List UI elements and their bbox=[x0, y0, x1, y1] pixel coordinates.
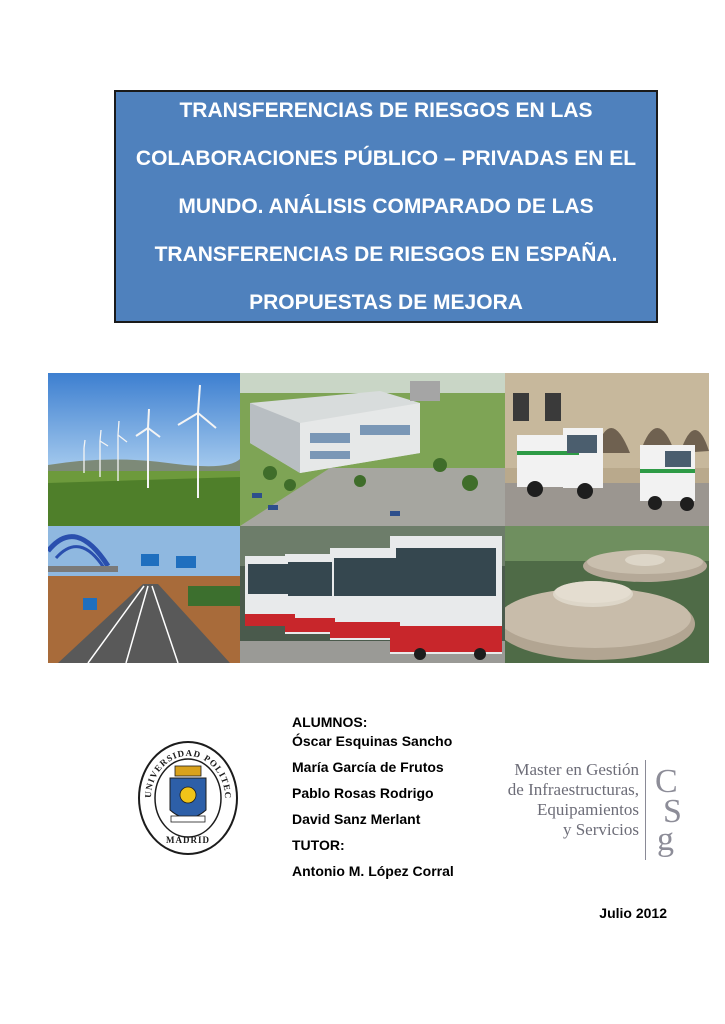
svg-text:S: S bbox=[663, 793, 682, 830]
master-logo bbox=[489, 760, 699, 860]
svg-text:MADRID: MADRID bbox=[166, 835, 210, 845]
wind-turbines-photo bbox=[48, 373, 240, 526]
document-title: TRANSFERENCIAS DE RIESGOS EN LAS COLABORACIONES PÚBLICO – PRIVADAS EN EL MUNDO. ANÁLISIS COMPARADO DE LAS TRANSFERENCIAS DE RIESGOS EN ESPAÑA. PROPUESTAS DE MEJORA bbox=[135, 98, 637, 314]
students-label: ALUMNOS: bbox=[292, 714, 368, 730]
tutor-name: Antonio M. López Corral bbox=[292, 863, 454, 879]
student-name: Pablo Rosas Rodrigo bbox=[292, 785, 434, 801]
credits-block bbox=[292, 714, 454, 889]
student-name: María García de Frutos bbox=[292, 759, 444, 775]
master-logo-line: de Infraestructuras, bbox=[507, 780, 639, 799]
building-complex-photo bbox=[240, 373, 505, 526]
water-tanks-photo bbox=[505, 526, 709, 663]
highway-photo bbox=[48, 526, 240, 663]
tutor-label: TUTOR: bbox=[292, 837, 345, 853]
master-logo-text bbox=[508, 760, 639, 840]
university-seal bbox=[137, 740, 239, 856]
master-logo-line: Equipamientos bbox=[537, 800, 639, 819]
csg-monogram-icon bbox=[649, 760, 699, 860]
document-date: Julio 2012 bbox=[599, 905, 667, 921]
svg-text:C: C bbox=[655, 763, 678, 800]
master-logo-divider bbox=[645, 760, 646, 860]
svg-text:UNIVERSIDAD POLITECNICA: UNIVERSIDAD POLITEC bbox=[142, 747, 234, 800]
student-name: Óscar Esquinas Sancho bbox=[292, 733, 453, 749]
master-logo-line: Master en Gestión bbox=[514, 760, 639, 779]
street-sweepers-photo bbox=[505, 373, 709, 526]
svg-text:g: g bbox=[657, 821, 674, 858]
title-box bbox=[114, 90, 658, 323]
master-logo-line: y Servicios bbox=[562, 820, 639, 839]
buses-photo bbox=[240, 526, 505, 663]
student-name: David Sanz Merlant bbox=[292, 811, 421, 827]
